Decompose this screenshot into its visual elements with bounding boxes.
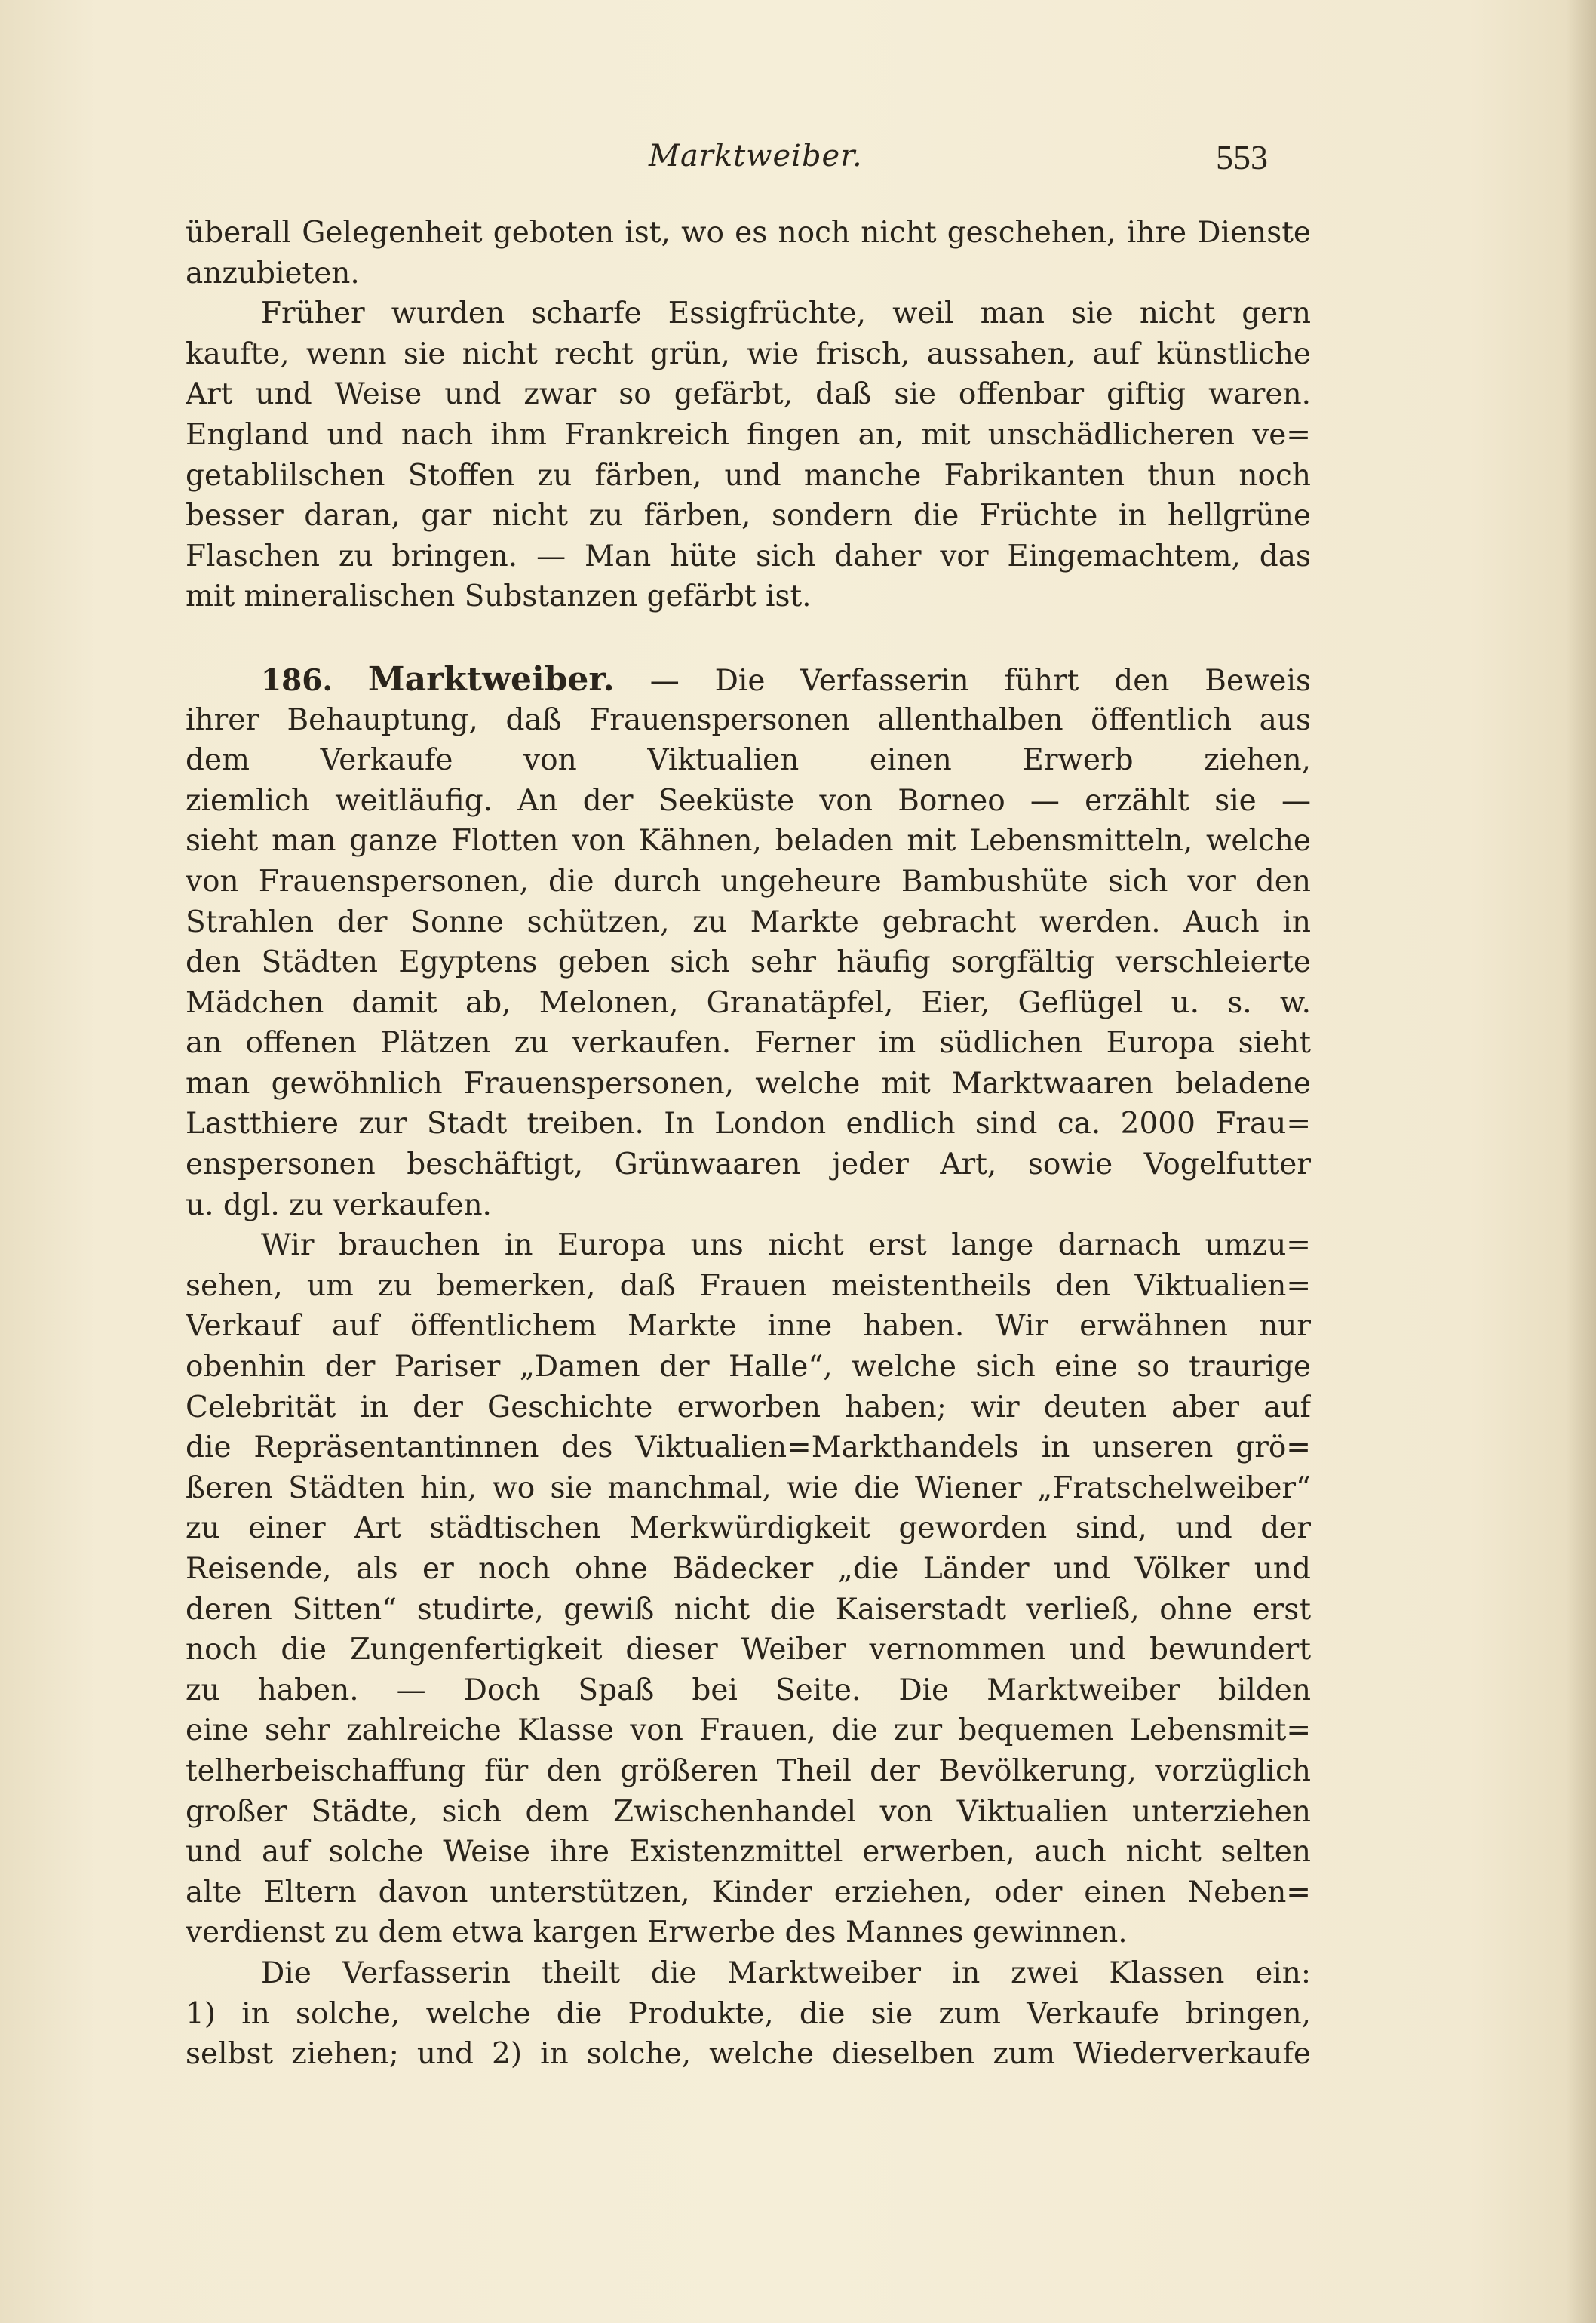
text-line: getablilschen Stoffen zu färben, und manche Fabrikanten thun noch: [186, 458, 1311, 493]
text-line: deren Sitten“ studirte, gewiß nicht die Kaiserstadt verließ, ohne erst: [186, 1592, 1311, 1627]
text-line: anzubieten.: [186, 256, 360, 290]
text-line: Mädchen damit ab, Melonen, Granatäpfel, Eier, Geflügel u. s. w.: [186, 985, 1311, 1020]
text-line: Wir brauchen in Europa uns nicht erst lange darnach umzu=: [261, 1228, 1311, 1263]
text-line: von Frauenspersonen, die durch ungeheure Bambushüte sich vor den: [186, 864, 1311, 899]
text-line: 1) in solche, welche die Produkte, die sie zum Verkaufe bringen,: [186, 1996, 1311, 2031]
text-line: sieht man ganze Flotten von Kähnen, beladen mit Lebensmitteln, welche: [186, 824, 1311, 859]
text-line: besser daran, gar nicht zu färben, sondern die Früchte in hellgrüne: [186, 499, 1311, 533]
running-head: [0, 134, 1596, 187]
text-line: obenhin der Pariser „Damen der Halle“, welche sich eine so traurige: [186, 1350, 1311, 1384]
text-line: an offenen Plätzen zu verkaufen. Ferner im südlichen Europa sieht: [186, 1026, 1311, 1061]
section-title: Marktweiber.: [367, 659, 615, 699]
text-line: verdienst zu dem etwa kargen Erwerbe des Mannes gewinnen.: [186, 1916, 1128, 1950]
text-line: man gewöhnlich Frauenspersonen, welche mit Marktwaaren beladene: [186, 1066, 1311, 1101]
text-line: noch die Zungenfertigkeit dieser Weiber vernommen und bewundert: [186, 1633, 1311, 1667]
section-number: 186.: [261, 662, 333, 698]
text-line: enspersonen beschäftigt, Grünwaaren jeder Art, sowie Vogelfutter: [186, 1148, 1311, 1182]
running-title: Marktweiber.: [649, 139, 863, 174]
page-number: 553: [1216, 138, 1268, 177]
section-gap: [186, 617, 1311, 659]
text-line: zu einer Art städtischen Merkwürdigkeit geworden sind, und der: [186, 1511, 1311, 1546]
text-line: die Repräsentantinnen des Viktualien=Markthandels in unseren grö=: [186, 1430, 1311, 1465]
text-line: Flaschen zu bringen. — Man hüte sich daher vor Eingemachtem, das: [186, 539, 1311, 573]
text-line: Die Verfasserin theilt die Marktweiber in zwei Klassen ein:: [261, 1956, 1311, 1990]
text-line: ziemlich weitläufig. An der Seeküste von Borneo — erzählt sie —: [186, 783, 1311, 818]
text-line: Früher wurden scharfe Essigfrüchte, weil man sie nicht gern: [261, 297, 1311, 331]
text-line: den Städten Egyptens geben sich sehr häufig sorgfältig verschleierte: [186, 945, 1311, 980]
text-line: Reisende, als er noch ohne Bädecker „die Länder und Völker und: [186, 1552, 1311, 1586]
section-heading-line: [186, 659, 1311, 700]
text-line: mit mineralischen Substanzen gefärbt ist.: [186, 579, 812, 614]
text-line: Verkauf auf öffentlichem Markte inne haben. Wir erwähnen nur: [186, 1309, 1311, 1344]
section-heading-text: — Die Verfasserin führt den Beweis: [649, 663, 1311, 698]
text-line: Art und Weise und zwar so gefärbt, daß sie offenbar giftig waren.: [186, 377, 1311, 412]
text-line: kaufte, wenn sie nicht recht grün, wie frisch, aussahen, auf künstliche: [186, 336, 1311, 371]
text-line: selbst ziehen; und 2) in solche, welche dieselben zum Wiederverkaufe: [186, 2037, 1311, 2072]
text-line: ihrer Behauptung, daß Frauenspersonen allenthalben öffentlich aus: [186, 702, 1311, 737]
text-line: eine sehr zahlreiche Klasse von Frauen, die zur bequemen Lebensmit=: [186, 1713, 1311, 1748]
text-line: sehen, um zu bemerken, daß Frauen meistentheils den Viktualien=: [186, 1268, 1311, 1303]
text-line: u. dgl. zu verkaufen.: [186, 1188, 492, 1222]
body-text: [186, 213, 1311, 2075]
text-line: alte Eltern davon unterstützen, Kinder erziehen, oder einen Neben=: [186, 1875, 1311, 1910]
text-line: zu haben. — Doch Spaß bei Seite. Die Marktweiber bilden: [186, 1673, 1311, 1707]
text-line: dem Verkaufe von Viktualien einen Erwerb ziehen,: [186, 743, 1311, 778]
text-line: Celebrität in der Geschichte erworben haben; wir deuten aber auf: [186, 1390, 1311, 1424]
text-line: England und nach ihm Frankreich fingen an, mit unschädlicheren ve=: [186, 417, 1311, 452]
page-edge-shadow: [1566, 0, 1596, 2323]
text-line: und auf solche Weise ihre Existenzmittel erwerben, auch nicht selten: [186, 1835, 1311, 1870]
text-line: ßeren Städten hin, wo sie manchmal, wie die Wiener „Fratschelweiber“: [186, 1470, 1311, 1505]
text-line: überall Gelegenheit geboten ist, wo es noch nicht geschehen, ihre Dienste: [186, 216, 1311, 250]
text-line: telherbeischaffung für den größeren Theil der Bevölkerung, vorzüglich: [186, 1753, 1311, 1788]
text-line: Lastthiere zur Stadt treiben. In London endlich sind ca. 2000 Frau=: [186, 1107, 1311, 1142]
text-line: großer Städte, sich dem Zwischenhandel von Viktualien unterziehen: [186, 1794, 1311, 1829]
text-line: Strahlen der Sonne schützen, zu Markte gebracht werden. Auch in: [186, 905, 1311, 939]
